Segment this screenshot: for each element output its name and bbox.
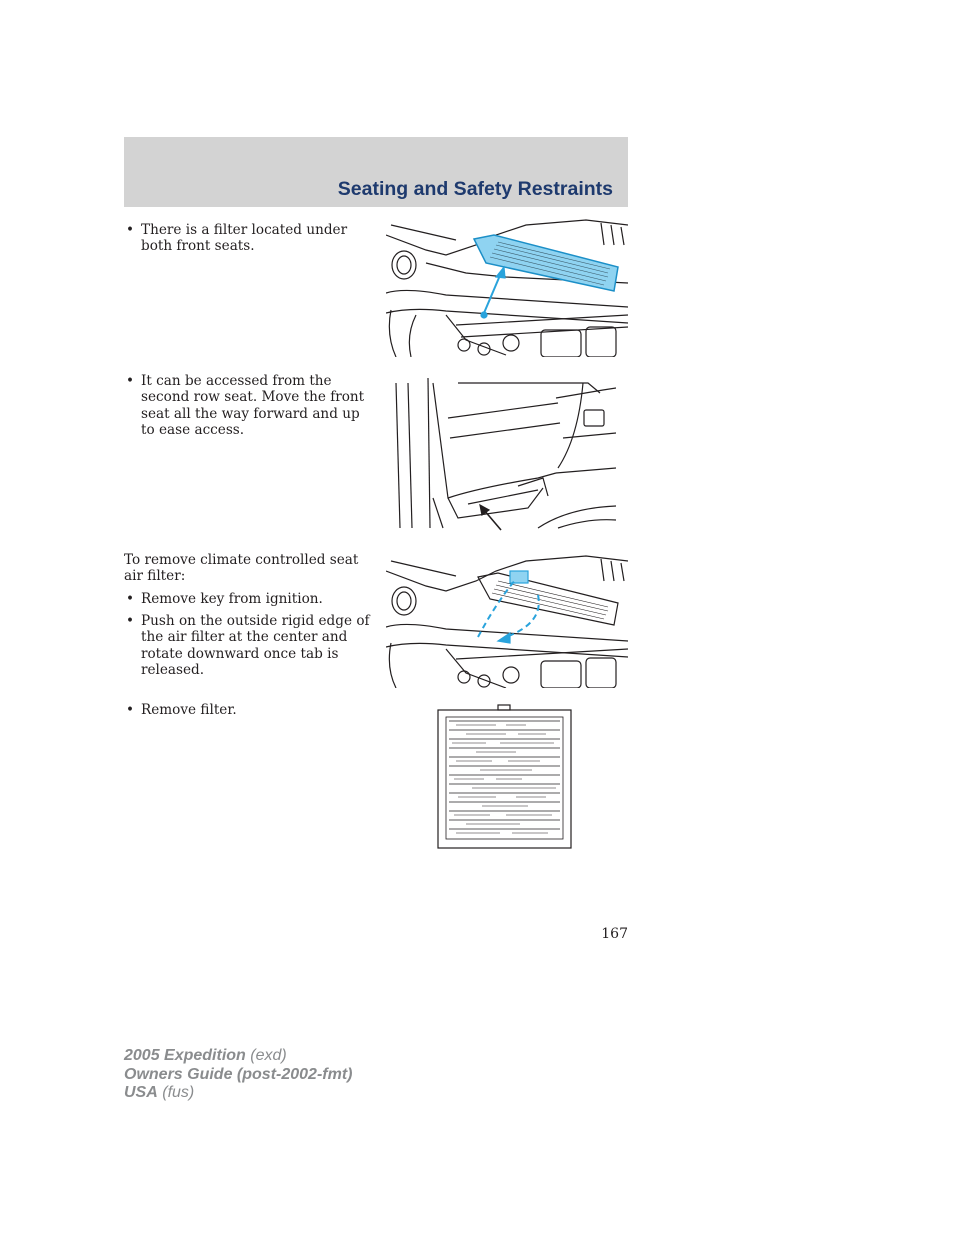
- bullet-remove-filter: [124, 702, 372, 718]
- bullet-text: It can be accessed from the second row seat. Move the front seat all the way forward and up to ease access.: [141, 373, 365, 439]
- bullet-push-edge: [124, 613, 372, 679]
- footer-market: USA: [124, 1084, 158, 1101]
- bullet-text: There is a filter located under both front seats.: [141, 222, 348, 255]
- figure-filter: [436, 703, 574, 851]
- footer-line-3: [124, 1084, 352, 1103]
- figure-filter-under-seat: [386, 215, 628, 357]
- footer-line-1: [124, 1047, 352, 1066]
- bullet-text: Remove key from ignition.: [141, 591, 323, 607]
- figure-rotate-filter: [386, 553, 628, 688]
- bullet-dot: •: [126, 222, 135, 238]
- footer-model-code: (exd): [250, 1047, 287, 1064]
- footer-market-code: (fus): [162, 1084, 195, 1101]
- footer-guide: Owners Guide (post-2002-fmt): [124, 1065, 353, 1083]
- bullet-dot: •: [126, 613, 135, 629]
- bullet-text: Remove filter.: [141, 702, 237, 718]
- bullet-access: [124, 373, 372, 439]
- section-header-band: [124, 137, 628, 207]
- page-number: 167: [601, 926, 628, 942]
- bullet-filter-location: [124, 222, 372, 255]
- bullet-text: Push on the outside rigid edge of the air filter at the center and rotate downward once tab is released.: [141, 613, 370, 679]
- footer-line-2: [124, 1066, 352, 1085]
- bullet-dot: •: [126, 373, 135, 389]
- intro-paragraph: To remove climate controlled seat air filter:: [124, 552, 359, 585]
- bullet-dot: •: [126, 591, 135, 607]
- footer-model: 2005 Expedition: [124, 1047, 246, 1064]
- section-title: Seating and Safety Restraints: [337, 178, 613, 200]
- bullet-dot: •: [126, 702, 135, 718]
- bullet-remove-key: [124, 591, 372, 607]
- document-footer: [124, 1047, 352, 1103]
- figure-seat-access: [388, 378, 616, 532]
